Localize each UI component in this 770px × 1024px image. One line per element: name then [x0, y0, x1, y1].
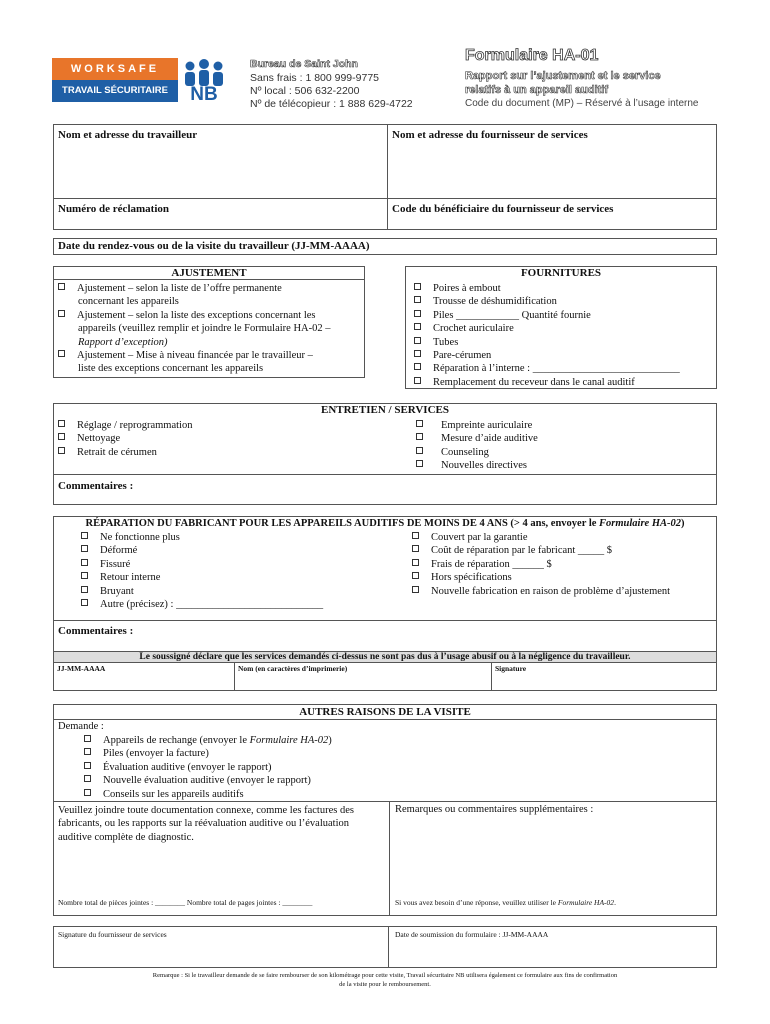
checkbox[interactable] — [81, 545, 88, 552]
autres-item[interactable]: Piles (envoyer la facture) — [84, 747, 332, 760]
checkbox[interactable] — [414, 283, 421, 290]
form-doc-code: Code du document (MP) – Réservé à l’usage interne — [465, 98, 699, 109]
divider — [234, 663, 235, 690]
reparation-item[interactable]: Autre (précisez) : ____________________________ — [81, 598, 323, 611]
logo-travail-band: TRAVAIL SÉCURITAIRE — [52, 80, 178, 102]
autres-demande-label: Demande : — [58, 721, 104, 732]
autres-item[interactable]: Évaluation auditive (envoyer le rapport) — [84, 761, 332, 774]
reparation-item[interactable]: Déformé — [81, 544, 323, 557]
worker-name-label: Nom et adresse du travailleur — [58, 129, 198, 141]
divider — [54, 474, 716, 475]
provider-name-field[interactable] — [387, 124, 717, 199]
divider — [54, 719, 716, 720]
entretien-comments-label: Commentaires : — [58, 480, 134, 492]
fournitures-item[interactable]: Crochet auriculaire — [414, 322, 680, 335]
office-tollfree: Sans frais : 1 800 999-9775 — [250, 72, 380, 84]
autres-item[interactable]: Appareils de rechange (envoyer le Formulaire HA-02) — [84, 734, 332, 747]
ajustement-title: AJUSTEMENT — [171, 267, 247, 279]
fournitures-section — [405, 266, 717, 389]
divider — [389, 801, 390, 915]
declaration-text: Le soussigné déclare que les services demandés ci-dessus ne sont pas dus à l’usage abusif ou à la négligence du travailleur. — [139, 652, 631, 662]
divider — [54, 801, 716, 802]
checkbox[interactable] — [414, 337, 421, 344]
reparation-item[interactable]: Couvert par la garantie — [412, 531, 670, 544]
fournitures-item[interactable]: Tubes — [414, 336, 680, 349]
entretien-section — [53, 403, 717, 505]
reparation-item[interactable]: Fissuré — [81, 558, 323, 571]
checkbox[interactable] — [58, 447, 65, 454]
checkbox[interactable] — [416, 460, 423, 467]
logo-worksafe-band: WORKSAFE — [52, 58, 178, 80]
ajustement-item-1[interactable]: Ajustement – selon la liste de l’offre permanente concernant les appareils — [58, 282, 282, 309]
checkbox[interactable] — [81, 586, 88, 593]
reparation-right-list — [412, 531, 670, 598]
footer-remark: Remarque : Si le travailleur demande de se faire rembourser de son kilométrage pour cette visite, Travail sécuritaire NB utilisera également ce formulaire aux fins de confirmation de la visite pour le remboursement. — [152, 972, 618, 988]
submission-date-field[interactable] — [388, 926, 717, 968]
checkbox[interactable] — [58, 283, 65, 290]
checkbox[interactable] — [84, 762, 91, 769]
fournitures-item[interactable]: Réparation à l’interne : ____________________________ — [414, 362, 680, 375]
entretien-item[interactable]: Nettoyage — [58, 432, 192, 445]
worker-name-field[interactable] — [53, 124, 388, 199]
reparation-item[interactable]: Frais de réparation ______ $ — [412, 558, 670, 571]
checkbox[interactable] — [412, 545, 419, 552]
checkbox[interactable] — [58, 310, 65, 317]
remarks-label[interactable]: Remarques ou commentaires supplémentaires : — [395, 804, 594, 815]
checkbox[interactable] — [81, 559, 88, 566]
reparation-title: RÉPARATION DU FABRICANT POUR LES APPAREILS AUDITIFS DE MOINS DE 4 ANS (> 4 ans, envoyer le Formulaire HA-02) — [85, 518, 685, 529]
form-subtitle-1: Rapport sur l’ajustement et le service — [465, 70, 661, 82]
reparation-item[interactable]: Retour interne — [81, 571, 323, 584]
ajustement-item-3[interactable]: Ajustement – Mise à niveau financée par le travailleur – liste des exceptions concernant les appareils — [58, 349, 313, 376]
reparation-item[interactable]: Nouvelle fabrication en raison de problème d’ajustement — [412, 585, 670, 598]
declaration-name-field[interactable]: Nom (en caractères d’imprimerie) — [238, 664, 348, 673]
declaration-signature-field[interactable]: Signature — [495, 664, 527, 673]
office-name: Bureau de Saint John — [250, 58, 358, 70]
autres-list — [84, 734, 332, 801]
claim-number-field[interactable] — [53, 198, 388, 230]
checkbox[interactable] — [416, 433, 423, 440]
logo-nb-mark: NB — [190, 84, 218, 105]
autres-item[interactable]: Nouvelle évaluation auditive (envoyer le rapport) — [84, 774, 332, 787]
checkbox[interactable] — [414, 377, 421, 384]
form-title: Formulaire HA-01 — [465, 47, 599, 64]
submission-date-label: Date de soumission du formulaire : JJ-MM-AAAA — [395, 930, 549, 939]
entretien-item[interactable]: Nouvelles directives — [416, 459, 538, 472]
checkbox[interactable] — [81, 532, 88, 539]
checkbox[interactable] — [414, 323, 421, 330]
fournitures-item[interactable]: Trousse de déshumidification — [414, 295, 680, 308]
office-fax: Nº de télécopieur : 1 888 629-4722 — [250, 98, 413, 110]
checkbox[interactable] — [58, 420, 65, 427]
fournitures-item[interactable]: Pare-cérumen — [414, 349, 680, 362]
divider — [491, 663, 492, 690]
checkbox[interactable] — [58, 350, 65, 357]
provider-signature-field[interactable] — [53, 926, 389, 968]
reparation-item[interactable]: Bruyant — [81, 585, 323, 598]
checkbox[interactable] — [416, 420, 423, 427]
reply-note: Si vous avez besoin d’une réponse, veuillez utiliser le Formulaire HA-02. — [395, 898, 616, 907]
provider-name-label: Nom et adresse du fournisseur de services — [392, 129, 588, 141]
entretien-item[interactable]: Mesure d’aide auditive — [416, 432, 538, 445]
entretien-title: ENTRETIEN / SERVICES — [321, 404, 449, 416]
reparation-left-list — [81, 531, 323, 611]
entretien-item[interactable]: Réglage / reprogrammation — [58, 419, 192, 432]
fournitures-title: FOURNITURES — [520, 267, 602, 279]
checkbox[interactable] — [414, 310, 421, 317]
form-subtitle-2: relatifs à un appareil auditif — [465, 84, 609, 96]
divider — [54, 620, 716, 621]
beneficiary-code-field[interactable] — [387, 198, 717, 230]
checkbox[interactable] — [412, 572, 419, 579]
worksafe-logo — [52, 58, 228, 104]
fournitures-item[interactable]: Piles ____________ Quantité fournie — [414, 309, 680, 322]
ajustement-item-2[interactable]: Ajustement – selon la liste des exceptions concernant les appareils (veuillez remplir et joindre le Formulaire HA-02 – Rapport d’exception) — [58, 309, 331, 349]
checkbox[interactable] — [412, 532, 419, 539]
appointment-date-field[interactable] — [53, 238, 717, 255]
fournitures-list — [414, 282, 680, 389]
ajustement-section — [53, 266, 365, 378]
appointment-date-label: Date du rendez-vous ou de la visite du travailleur (JJ-MM-AAAA) — [58, 240, 370, 252]
checkbox[interactable] — [81, 572, 88, 579]
reparation-item[interactable]: Coût de réparation par le fabricant _____ $ — [412, 544, 670, 557]
checkbox[interactable] — [412, 559, 419, 566]
reparation-section — [53, 516, 717, 652]
checkbox[interactable] — [416, 447, 423, 454]
office-local: Nº local : 506 632-2200 — [250, 85, 360, 97]
checkbox[interactable] — [414, 350, 421, 357]
checkbox[interactable] — [414, 363, 421, 370]
reparation-item[interactable]: Hors spécifications — [412, 571, 670, 584]
entretien-item[interactable]: Retrait de cérumen — [58, 446, 192, 459]
autres-title: AUTRES RAISONS DE LA VISITE — [299, 706, 471, 718]
attach-instructions: Veuillez joindre toute documentation connexe, comme les factures des fabricants, ou les rapports sur la réévaluation auditive ou l’évaluation auditive complète de diagnostic. — [58, 805, 354, 843]
autres-section — [53, 704, 717, 916]
checkbox[interactable] — [414, 296, 421, 303]
entretien-item[interactable]: Empreinte auriculaire — [416, 419, 538, 432]
checkbox[interactable] — [84, 789, 91, 796]
entretien-item[interactable]: Counseling — [416, 446, 538, 459]
reparation-item[interactable]: Ne fonctionne plus — [81, 531, 323, 544]
checkbox[interactable] — [84, 775, 91, 782]
checkbox[interactable] — [58, 433, 65, 440]
beneficiary-code-label: Code du bénéficiaire du fournisseur de services — [392, 203, 614, 215]
reparation-comments-label: Commentaires : — [58, 625, 134, 637]
declaration-date-field[interactable]: JJ-MM-AAAA — [57, 664, 106, 673]
provider-signature-label: Signature du fournisseur de services — [58, 930, 167, 939]
fournitures-item[interactable]: Poires à embout — [414, 282, 680, 295]
entretien-left-list — [58, 419, 192, 459]
autres-item[interactable]: Conseils sur les appareils auditifs — [84, 788, 332, 801]
fournitures-item[interactable]: Remplacement du receveur dans le canal auditif — [414, 376, 680, 389]
checkbox[interactable] — [84, 748, 91, 755]
entretien-right-list — [416, 419, 538, 473]
declaration-section — [53, 651, 717, 691]
claim-number-label: Numéro de réclamation — [58, 203, 169, 215]
attachments-count[interactable]: Nombre total de pièces jointes : ________ Nombre total de pages jointes : ________ — [58, 898, 313, 907]
checkbox[interactable] — [412, 586, 419, 593]
checkbox[interactable] — [84, 735, 91, 742]
checkbox[interactable] — [81, 599, 88, 606]
